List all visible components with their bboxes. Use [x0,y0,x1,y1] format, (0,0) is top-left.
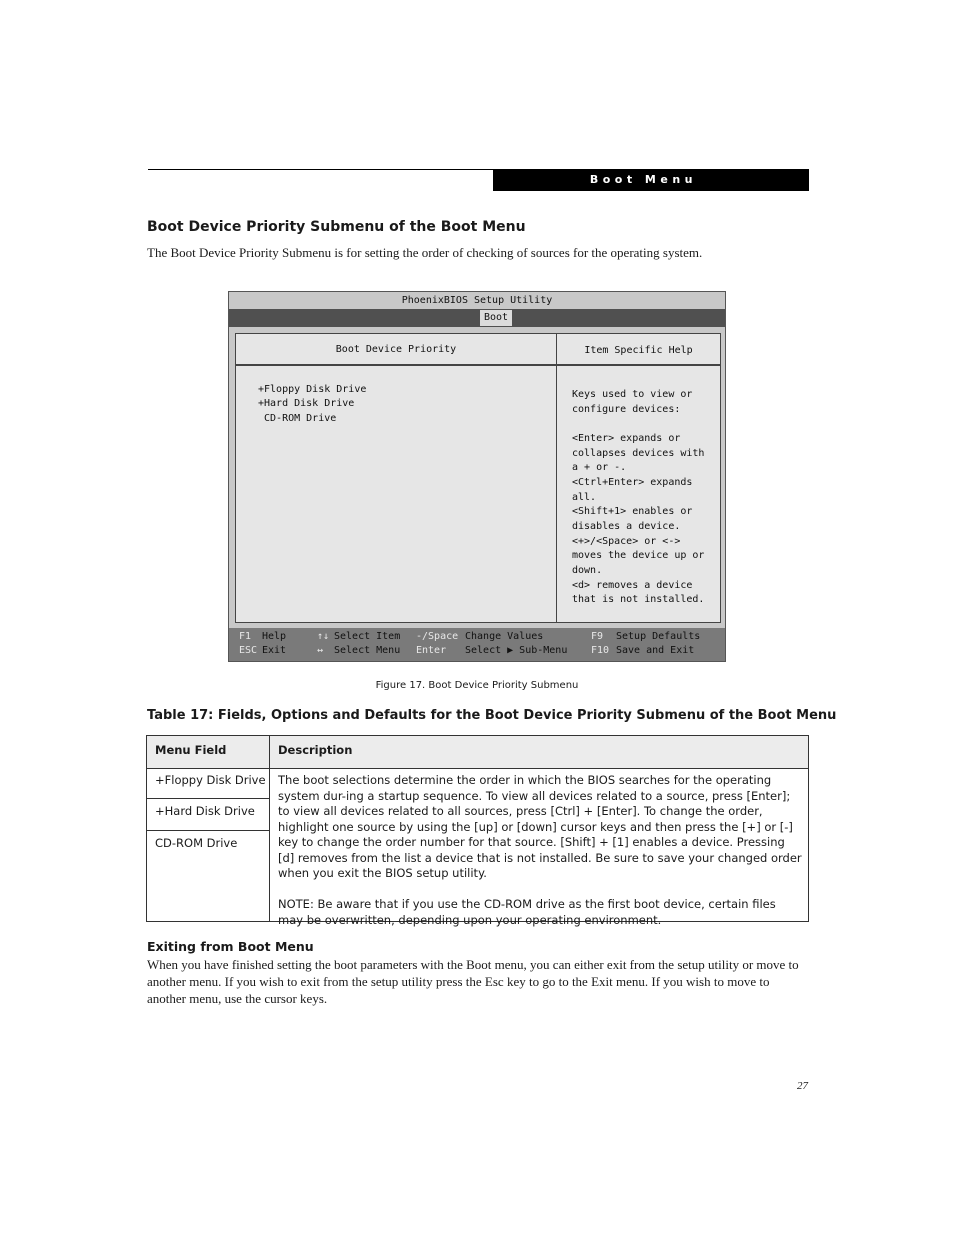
key-updown-label: Select Item [334,631,401,642]
bios-help-line: <Shift+1> enables or [572,506,693,518]
bios-help-line: that is not installed. [572,594,705,606]
bios-help-line: <Ctrl+Enter> expands [572,476,693,488]
key-f10: F10 [591,645,610,656]
table-cell-hdd: +Hard Disk Drive [155,804,255,818]
key-esc-label: Exit [262,645,287,656]
header-rule [148,169,493,170]
bios-menubar [229,309,725,327]
key-f10-label: Save and Exit [616,645,695,656]
bios-right-header: Item Specific Help [557,334,720,366]
bios-help-line [572,417,704,432]
table-header-menu-field: Menu Field [155,743,227,757]
bios-panel [235,333,721,623]
key-esc: ESC [239,645,258,656]
bios-help-line: disables a device. [572,520,681,532]
bios-device-cdrom[interactable]: CD-ROM Drive [258,413,337,424]
updown-arrow-icon: ↑↓ [317,631,330,642]
intro-paragraph: The Boot Device Priority Submenu is for setting the order of checking of sources for the operating system. [147,245,703,260]
table-header-row [147,736,808,769]
bios-tab-boot[interactable]: Boot [480,310,512,326]
bios-screen [228,291,726,662]
exit-section-title: Exiting from Boot Menu [147,939,314,954]
bios-device-hdd[interactable]: +Hard Disk Drive [258,398,355,409]
key-leftright-label: Select Menu [334,645,401,656]
table-title: Table 17: Fields, Options and Defaults for the Boot Device Priority Submenu of the Boot Menu [147,708,837,723]
bios-help-line: <Enter> expands or [572,432,681,444]
leftright-arrow-icon: ↔ [317,645,324,656]
bios-device-list [236,366,557,622]
table-cell-floppy: +Floppy Disk Drive [155,773,266,787]
bios-footer [229,628,725,661]
bios-help-line: <+>/<Space> or <-> [572,535,681,547]
figure-caption: Figure 17. Boot Device Priority Submenu [375,680,579,691]
bios-help-line: down. [572,564,603,576]
section-title: Boot Device Priority Submenu of the Boot Menu [147,219,526,235]
bios-device-floppy[interactable]: +Floppy Disk Drive [258,384,367,395]
bios-help-panel [557,366,720,622]
key-f1-label: Help [262,631,287,642]
bios-help-line: configure devices: [572,403,681,415]
key-enter: Enter [416,645,447,656]
table-row-divider [147,798,269,799]
key-f9: F9 [591,631,604,642]
table-row-divider [147,830,269,831]
key-enter-label: Select ▶ Sub-Menu [465,645,568,656]
table-cell-cdrom: CD-ROM Drive [155,836,238,850]
exit-section-body: When you have finished setting the boot parameters with the Boot menu, you can either exit from the setup utility or move to another menu. If you wish to exit from the setup utility press the Esc key to go to the Exit menu. If you wish to move to another menu, use the cursor keys. [147,957,799,1006]
page-number: 27 [797,1080,808,1092]
fields-table [146,735,809,927]
bios-help-line: a + or -. [572,462,627,474]
bios-title: PhoenixBIOS Setup Utility [229,292,725,309]
key-space-label: Change Values [465,631,544,642]
description-note: NOTE: Be aware that if you use the CD-ROM drive as the first boot device, certain files may be overwritten, depending upon your operating environment. [278,897,776,927]
description-text: The boot selections determine the order in which the BIOS searches for the operating system dur-ing a startup sequence. To view all devices related to a source, press [Enter]; to view all devices related to all sources, press [Ctrl] + [Enter]. To change the order, highlight one source by using the [up] or [down] cursor keys and then press the [+] or [-] key to change the order number for that source. [Shift] + [1] enables a device. Pressing [d] removes from the list a device that is not installed. Be sure to save your changed order when you exit the BIOS setup utility. [278,773,802,880]
bios-help-text [572,388,704,608]
table-cell-description [278,773,802,928]
bios-help-line: moves the device up or [572,550,705,562]
bios-help-line: <d> removes a device [572,579,693,591]
key-f9-label: Setup Defaults [616,631,701,642]
table-column-divider [269,736,270,921]
bios-help-line: all. [572,491,597,503]
header-banner: Boot Menu [493,169,809,191]
table-header-description: Description [278,743,353,757]
bios-left-header: Boot Device Priority [236,334,557,366]
bios-help-line: Keys used to view or [572,389,693,400]
bios-help-line: collapses devices with [572,447,705,459]
key-space: -/Space [416,631,459,642]
key-f1: F1 [239,631,252,642]
